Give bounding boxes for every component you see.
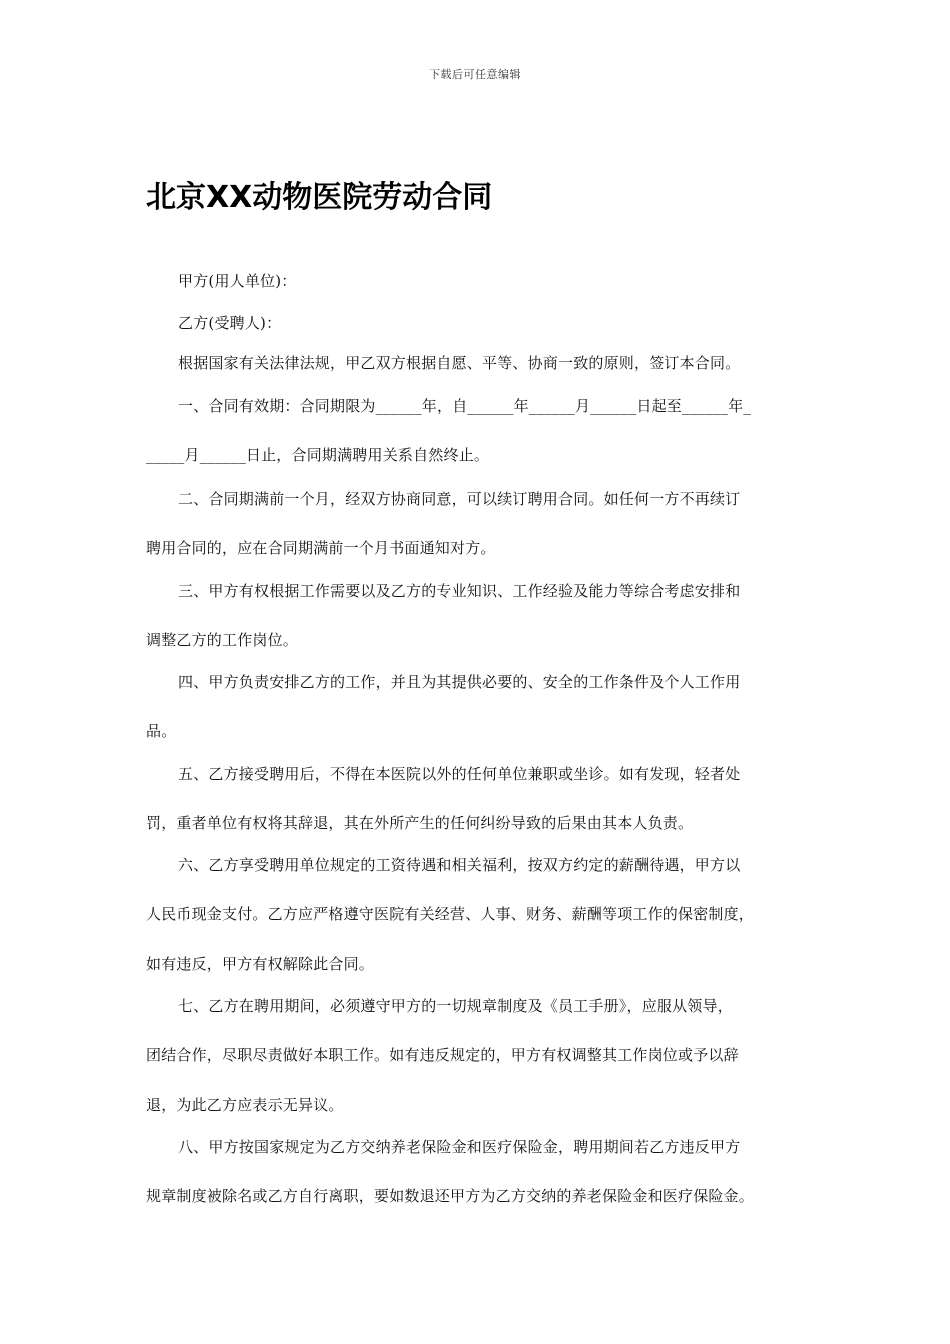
clause-6-line-3: 如有违反，甲方有权解除此合同。: [146, 955, 375, 973]
clause-1-line-1: 一、合同有效期：合同期限为______年，自______年______月______日起至______年_: [178, 397, 752, 415]
clause-5-line-2: 罚，重者单位有权将其辞退，其在外所产生的任何纠纷导致的后果由其本人负责。: [146, 814, 694, 832]
clause-2-line-1: 二、合同期满前一个月，经双方协商同意，可以续订聘用合同。如任何一方不再续订: [178, 490, 741, 508]
clause-3-line-1: 三、甲方有权根据工作需要以及乙方的专业知识、工作经验及能力等综合考虑安排和: [178, 582, 741, 600]
clause-3-line-2: 调整乙方的工作岗位。: [146, 631, 299, 649]
clause-1-line-2: _____月______日止，合同期满聘用关系自然终止。: [146, 446, 490, 464]
preamble-line: 根据国家有关法律法规，甲乙双方根据自愿、平等、协商一致的原则，签订本合同。: [178, 354, 741, 372]
clause-5-line-1: 五、乙方接受聘用后，不得在本医院以外的任何单位兼职或坐诊。如有发现，轻者处: [178, 765, 741, 783]
clause-2-line-2: 聘用合同的，应在合同期满前一个月书面通知对方。: [146, 539, 496, 557]
clause-7-line-3: 退，为此乙方应表示无异议。: [146, 1096, 344, 1114]
clause-4-line-2: 品。: [146, 722, 177, 740]
clause-8-line-2: 规章制度被除名或乙方自行离职，要如数退还甲方为乙方交纳的养老保险金和医疗保险金。: [146, 1187, 755, 1205]
party-a-line: 甲方(用人单位)：: [178, 272, 297, 290]
clause-8-line-1: 八、甲方按国家规定为乙方交纳养老保险金和医疗保险金，聘用期间若乙方违反甲方: [178, 1138, 741, 1156]
clause-7-line-1: 七、乙方在聘用期间，必须遵守甲方的一切规章制度及《员工手册》，应服从领导，: [178, 997, 733, 1015]
clause-7-line-2: 团结合作，尽职尽责做好本职工作。如有违反规定的，甲方有权调整其工作岗位或予以辞: [146, 1046, 739, 1064]
document-title: 北京XX动物医院劳动合同: [146, 180, 493, 215]
clause-4-line-1: 四、甲方负责安排乙方的工作，并且为其提供必要的、安全的工作条件及个人工作用: [178, 673, 741, 691]
clause-6-line-1: 六、乙方享受聘用单位规定的工资待遇和相关福利，按双方约定的薪酬待遇，甲方以: [178, 856, 741, 874]
party-b-line: 乙方(受聘人)：: [178, 314, 282, 332]
clause-6-line-2: 人民币现金支付。乙方应严格遵守医院有关经营、人事、财务、薪酬等项工作的保密制度，: [146, 905, 755, 923]
header-note: 下载后可任意编辑: [429, 68, 521, 81]
